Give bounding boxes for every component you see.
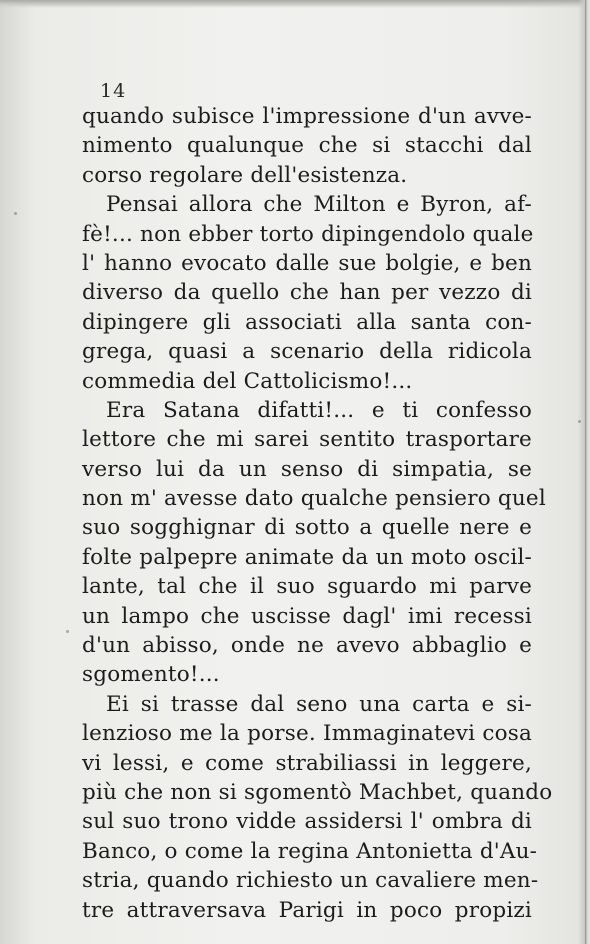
text-line: nimento qualunque che si stacchi dal	[82, 133, 532, 159]
text-line: Pensai allora che Milton e Byron, af-	[106, 192, 532, 218]
text-line: lenzioso me la porse. Immaginatevi cosa	[82, 721, 532, 747]
text-line: d'un abisso, onde ne avevo abbaglio e	[82, 633, 532, 659]
text-line: dipingere gli associati alla santa con-	[82, 309, 532, 335]
paper-speck	[66, 630, 69, 633]
text-line: l' hanno evocato dalle sue bolgie, e ben	[82, 250, 532, 276]
text-line: un lampo che uscisse dagl' imi recessi	[82, 603, 532, 629]
paper-speck	[578, 420, 581, 423]
text-line: suo sogghignar di sotto a quelle nere e	[82, 515, 532, 541]
page-number: 14	[100, 80, 127, 102]
text-line: Banco, o come la regina Antonietta d'Au-	[82, 838, 538, 864]
paper-speck	[14, 212, 17, 215]
text-line: fè!... non ebber torto dipingendolo quale	[82, 221, 534, 247]
page-top-edge	[0, 0, 590, 8]
text-line: Ei si trasse dal seno una carta e si-	[106, 691, 532, 717]
text-line: corso regolare dell'esistenza.	[82, 162, 408, 188]
text-line: sgomento!...	[82, 662, 220, 688]
text-line: folte palpepre animate da un moto oscil-	[82, 544, 532, 570]
page-binding-edge	[578, 0, 590, 944]
text-line: lante, tal che il suo sguardo mi parve	[82, 574, 532, 600]
text-line: stria, quando richiesto un cavaliere men-	[82, 868, 539, 894]
text-line: più che non si sgomentò Machbet, quando	[82, 779, 553, 805]
text-line: commedia del Cattolicismo!...	[82, 368, 413, 394]
text-line: sul suo trono vidde assidersi l' ombra di	[82, 809, 532, 835]
text-line: lettore che mi sarei sentito trasportare	[82, 427, 532, 453]
text-line: diverso da quello che han per vezzo di	[82, 280, 532, 306]
text-line: non m' avesse dato qualche pensiero quel	[82, 486, 546, 512]
text-line: quando subisce l'impressione d'un avve-	[82, 104, 532, 129]
text-line: grega, quasi a scenario della ridicola	[82, 339, 532, 365]
body-text	[82, 102, 553, 925]
text-line: vi lessi, e come strabiliassi in leggere,	[82, 750, 532, 776]
text-line: tre attraversava Parigi in poco propizi	[82, 897, 532, 923]
text-line: verso lui da un senso di simpatia, se	[82, 456, 532, 482]
text-line: Era Satana difatti!... e ti confesso	[106, 397, 532, 423]
